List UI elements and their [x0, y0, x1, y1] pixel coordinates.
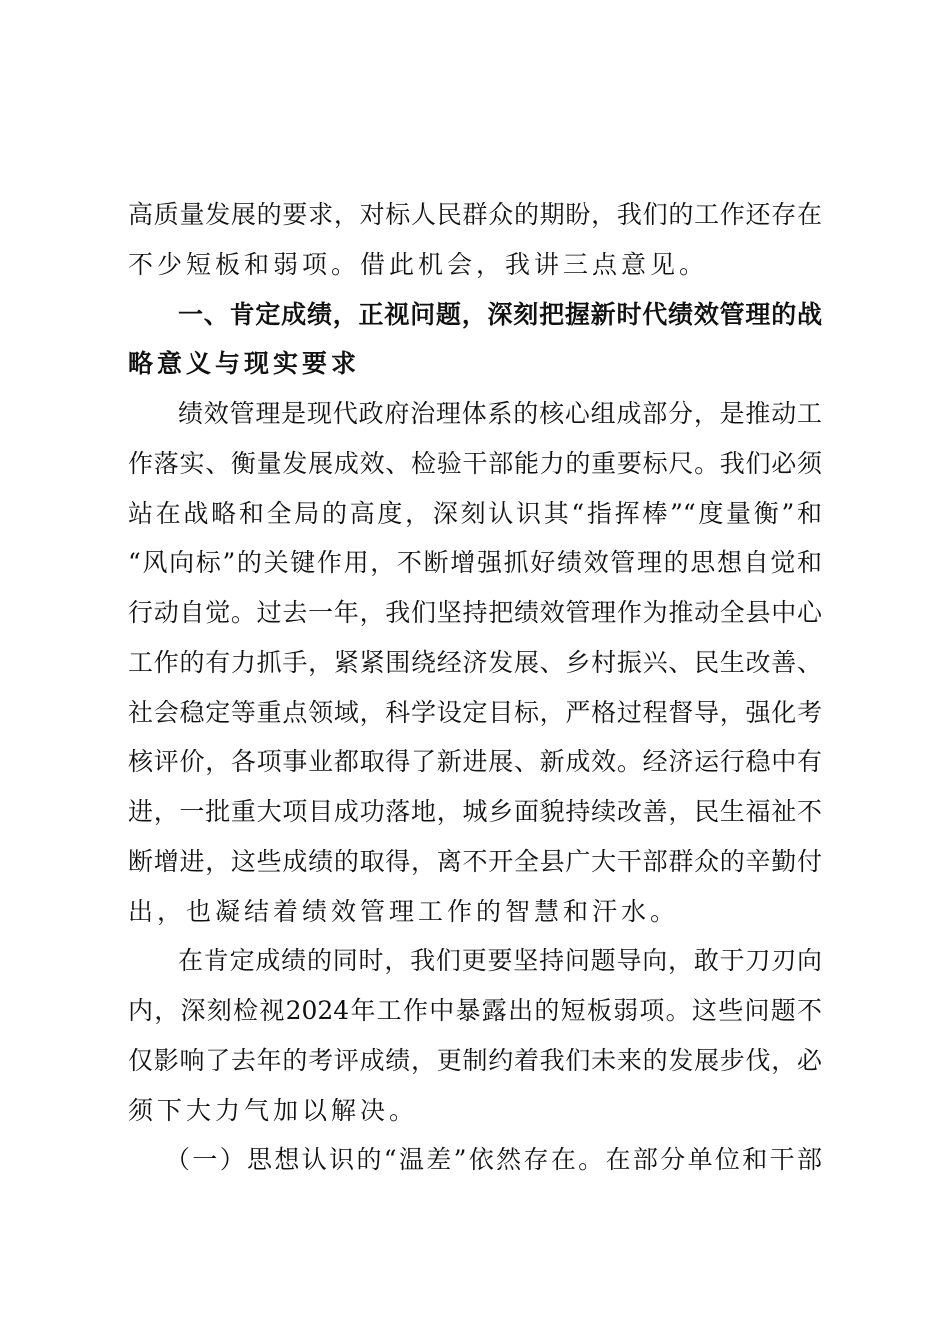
section-heading-line: 略意义与现实要求	[128, 349, 361, 379]
paragraph-line: 工作的有力抓手，紧紧围绕经济发展、乡村振兴、民生改善、	[128, 647, 822, 677]
paragraph-line: 进，一批重大项目成功落地，城乡面貌持续改善，民生福祉不	[128, 797, 822, 826]
paragraph-line: 作落实、衡量发展成效、检验干部能力的重要标尺。我们必须	[128, 448, 822, 478]
paragraph-line: 核评价，各项事业都取得了新进展、新成效。经济运行稳中有	[128, 747, 822, 777]
paragraph-line: 内，深刻检视2024年工作中暴露出的短板弱项。这些问题不	[128, 996, 822, 1025]
paragraph-line: （一）思想认识的“温差”依然存在。在部分单位和干部	[165, 1145, 822, 1175]
paragraph-line: 不少短板和弱项。借此机会，我讲三点意见。	[128, 249, 709, 279]
paragraph-line: 绩效管理是现代政府治理体系的核心组成部分，是推动工	[178, 399, 822, 428]
paragraph-line: 断增进，这些成绩的取得，离不开全县广大干部群众的辛勤付	[128, 846, 822, 876]
paragraph-line: 站在战略和全局的高度，深刻认识其“指挥棒”“度量衡”和	[128, 498, 822, 528]
paragraph-line: 仅影响了去年的考评成绩，更制约着我们未来的发展步伐，必	[128, 1045, 822, 1075]
paragraph-line: 出，也凝结着绩效管理工作的智慧和汗水。	[128, 896, 680, 926]
paragraph-line: 社会稳定等重点领域，科学设定目标，严格过程督导，强化考	[128, 697, 822, 727]
section-heading-line: 一、肯定成绩，正视问题，深刻把握新时代绩效管理的战	[178, 299, 822, 329]
paragraph-line: 行动自觉。过去一年，我们坚持把绩效管理作为推动全县中心	[128, 598, 822, 627]
paragraph-line: 在肯定成绩的同时，我们更要坚持问题导向，敢于刀刃向	[178, 946, 822, 976]
paragraph-line: “风向标”的关键作用，不断增强抓好绩效管理的思想自觉和	[128, 548, 822, 578]
paragraph-line: 须下大力气加以解决。	[128, 1095, 419, 1125]
paragraph-line: 高质量发展的要求，对标人民群众的期盼，我们的工作还存在	[128, 200, 822, 229]
